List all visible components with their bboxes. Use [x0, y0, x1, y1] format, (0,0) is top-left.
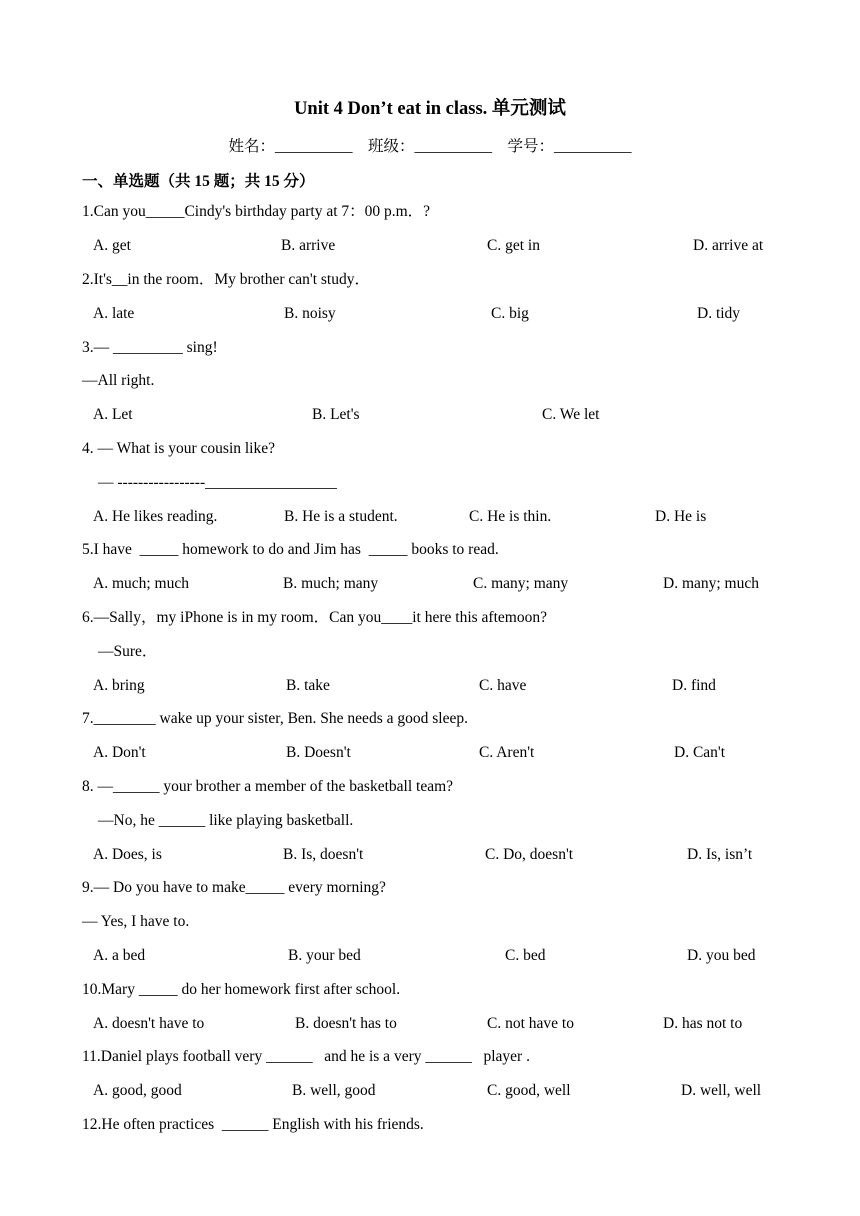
question-3-option-a: A. Let	[93, 406, 133, 423]
question-6-option-a: A. bring	[93, 677, 145, 694]
question-3-option-b: B. Let's	[312, 406, 360, 423]
question-5-stem: 5.I have _____ homework to do and Jim has _____ books to read.	[82, 541, 499, 558]
question-1-option-b: B. arrive	[281, 237, 336, 254]
question-7-stem: 7.________ wake up your sister, Ben. She needs a good sleep.	[82, 710, 468, 727]
question-9-option-a: A. a bed	[93, 947, 146, 964]
question-2-option-a: A. late	[93, 305, 135, 322]
question-8-response: —No, he ______ like playing basketball.	[98, 812, 354, 829]
question-4-stem: 4. — What is your cousin like?	[82, 440, 276, 457]
question-3-stem: 3.— _________ sing!	[82, 339, 218, 356]
question-8-stem: 8. —______ your brother a member of the basketball team?	[82, 778, 454, 795]
student-info-line: 姓名：__________ 班级：__________ 学号：__________	[228, 138, 632, 155]
question-4-option-d: D. He is	[655, 508, 707, 525]
question-10-option-b: B. doesn't has to	[295, 1015, 397, 1032]
question-5-option-a: A. much; much	[93, 575, 189, 592]
question-9-option-c: C. bed	[505, 947, 546, 964]
question-11-option-a: A. good, good	[93, 1082, 182, 1099]
question-2-option-d: D. tidy	[697, 305, 741, 322]
question-8-option-b: B. Is, doesn't	[283, 846, 364, 863]
question-9-option-d: D. you bed	[687, 947, 756, 964]
question-1-option-c: C. get in	[487, 237, 540, 254]
question-10-option-a: A. doesn't have to	[93, 1015, 205, 1032]
question-2-option-b: B. noisy	[284, 305, 336, 322]
question-7-option-d: D. Can't	[674, 744, 726, 761]
question-8-option-c: C. Do, doesn't	[485, 846, 574, 863]
question-7-option-b: B. Doesn't	[286, 744, 351, 761]
question-6-option-d: D. find	[672, 677, 716, 694]
question-10-stem: 10.Mary _____ do her homework first after school.	[82, 981, 401, 998]
question-7-option-c: C. Aren't	[479, 744, 535, 761]
question-1-stem: 1.Can you_____Cindy's birthday party at 7：00 p.m．?	[82, 203, 431, 220]
question-4-option-a: A. He likes reading.	[93, 508, 218, 525]
section-heading: 一、单选题（共 15 题；共 15 分）	[82, 173, 315, 190]
question-11-option-d: D. well, well	[681, 1082, 762, 1099]
question-11-stem: 11.Daniel plays football very ______ and he is a very ______ player .	[82, 1048, 530, 1065]
question-9-option-b: B. your bed	[288, 947, 361, 964]
question-4-option-c: C. He is thin.	[469, 508, 552, 525]
question-2-option-c: C. big	[491, 305, 529, 322]
question-5-option-d: D. many; much	[663, 575, 759, 592]
question-7-option-a: A. Don't	[93, 744, 146, 761]
question-9-stem: 9.— Do you have to make_____ every morning?	[82, 879, 386, 896]
page-title: Unit 4 Don’t eat in class. 单元测试	[294, 99, 566, 119]
question-5-option-b: B. much; many	[283, 575, 379, 592]
question-2-stem: 2.It's__in the room．My brother can't study．	[82, 271, 370, 288]
question-12-stem: 12.He often practices ______ English with his friends.	[82, 1116, 424, 1133]
question-4-option-b: B. He is a student.	[284, 508, 398, 525]
question-8-option-d: D. Is, isn’t	[687, 846, 753, 863]
question-1-option-a: A. get	[93, 237, 131, 254]
question-6-stem: 6.—Sally，my iPhone is in my room．Can you____it here this aftemoon?	[82, 609, 547, 626]
question-10-option-c: C. not have to	[487, 1015, 574, 1032]
question-9-response: — Yes, I have to.	[82, 913, 190, 930]
question-10-option-d: D. has not to	[663, 1015, 743, 1032]
question-5-option-c: C. many; many	[473, 575, 569, 592]
question-4-response: — -----------------_________________	[98, 474, 337, 491]
question-6-option-c: C. have	[479, 677, 527, 694]
question-6-option-b: B. take	[286, 677, 330, 694]
question-8-option-a: A. Does, is	[93, 846, 162, 863]
question-11-option-c: C. good, well	[487, 1082, 571, 1099]
question-11-option-b: B. well, good	[292, 1082, 376, 1099]
question-1-option-d: D. arrive at	[693, 237, 764, 254]
question-6-response: —Sure．	[98, 643, 158, 660]
question-3-response: —All right.	[82, 372, 155, 389]
question-3-option-c: C. We let	[542, 406, 600, 423]
